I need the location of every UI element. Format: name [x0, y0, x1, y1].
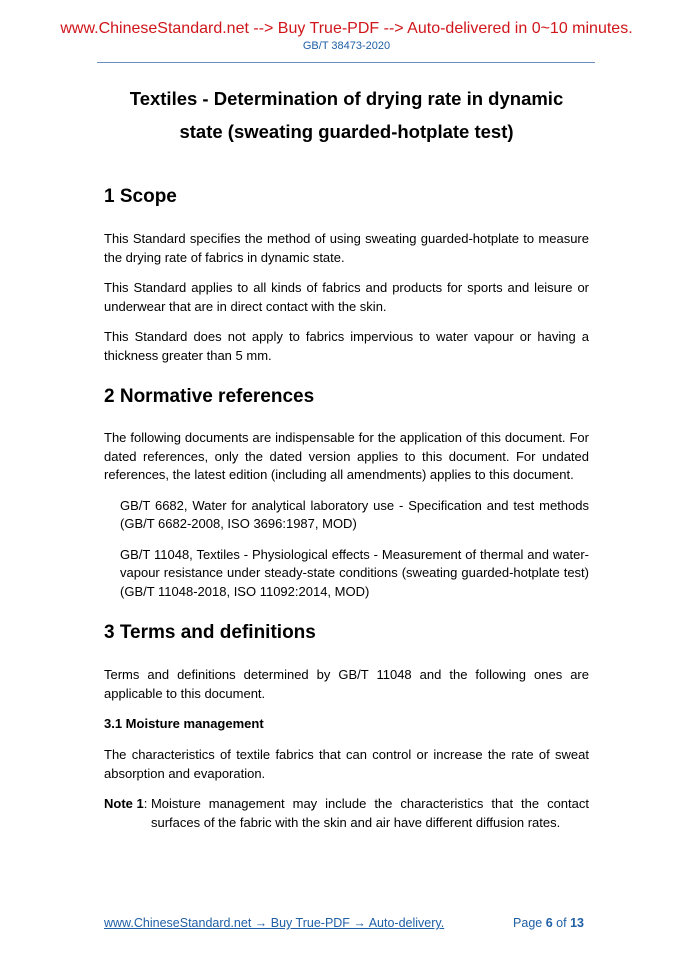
- reference-item: GB/T 11048, Textiles - Physiological effects - Measurement of thermal and water-vapour resistance under steady-state conditions (sweating guarded-hotplate test) (GB/T 11048-2018, ISO 11092:2014, MOD): [120, 546, 589, 599]
- term-definition: The characteristics of textile fabrics that can control or increase the rate of sweat absorption and evaporation.: [104, 747, 589, 781]
- title-line-1: Textiles - Determination of drying rate in dynamic: [129, 88, 564, 109]
- page-word: Page: [513, 916, 543, 930]
- header-divider: [97, 62, 595, 63]
- scope-paragraph-3: This Standard does not apply to fabrics impervious to water vapour or having a thickness greater than 5 mm.: [104, 329, 589, 363]
- terms-intro: Terms and definitions determined by GB/T 11048 and the following ones are applicable to this document.: [104, 667, 589, 701]
- page-number: [513, 916, 584, 930]
- standard-code: GB/T 38473-2020: [302, 40, 391, 52]
- header-banner[interactable]: www.ChineseStandard.net --> Buy True-PDF --> Auto-delivered in 0~10 minutes.: [60, 20, 633, 37]
- document-title: [104, 82, 589, 148]
- page-current: 6: [545, 916, 553, 930]
- note-label: Note 1: [104, 796, 144, 811]
- note-colon: :: [143, 796, 151, 811]
- reference-item: GB/T 6682, Water for analytical laboratory use - Specification and test methods (GB/T 6682-2008, ISO 3696:1987, MOD): [120, 497, 589, 531]
- title-line-2: state (sweating guarded-hotplate test): [179, 121, 514, 142]
- note-text: Moisture management may include the characteristics that the contact surfaces of the fabric with the skin and air have different diffusion rates.: [150, 796, 589, 830]
- section-heading-normative-references: 2 Normative references: [104, 386, 315, 407]
- scope-paragraph-2: This Standard applies to all kinds of fabrics and products for sports and leisure or underwear that are in direct contact with the skin.: [104, 280, 589, 314]
- scope-paragraph-1: This Standard specifies the method of using sweating guarded-hotplate to measure the drying rate of fabrics in dynamic state.: [104, 231, 589, 265]
- section-heading-terms-definitions: 3 Terms and definitions: [104, 622, 316, 643]
- normative-intro: The following documents are indispensable for the application of this document. For dated references, only the dated version applies to this document. For undated references, the latest edition (including all amendments) applies to this document.: [104, 430, 589, 482]
- page-content: [104, 82, 589, 832]
- page-of: of: [556, 916, 567, 930]
- page-footer: [104, 916, 584, 930]
- footer-link[interactable]: www.ChineseStandard.net → Buy True-PDF → Auto-delivery.: [104, 916, 445, 930]
- page-total: 13: [570, 916, 584, 930]
- term-note: [104, 795, 589, 832]
- section-heading-scope: 1 Scope: [104, 186, 177, 207]
- term-heading-moisture-management: 3.1 Moisture management: [104, 716, 264, 731]
